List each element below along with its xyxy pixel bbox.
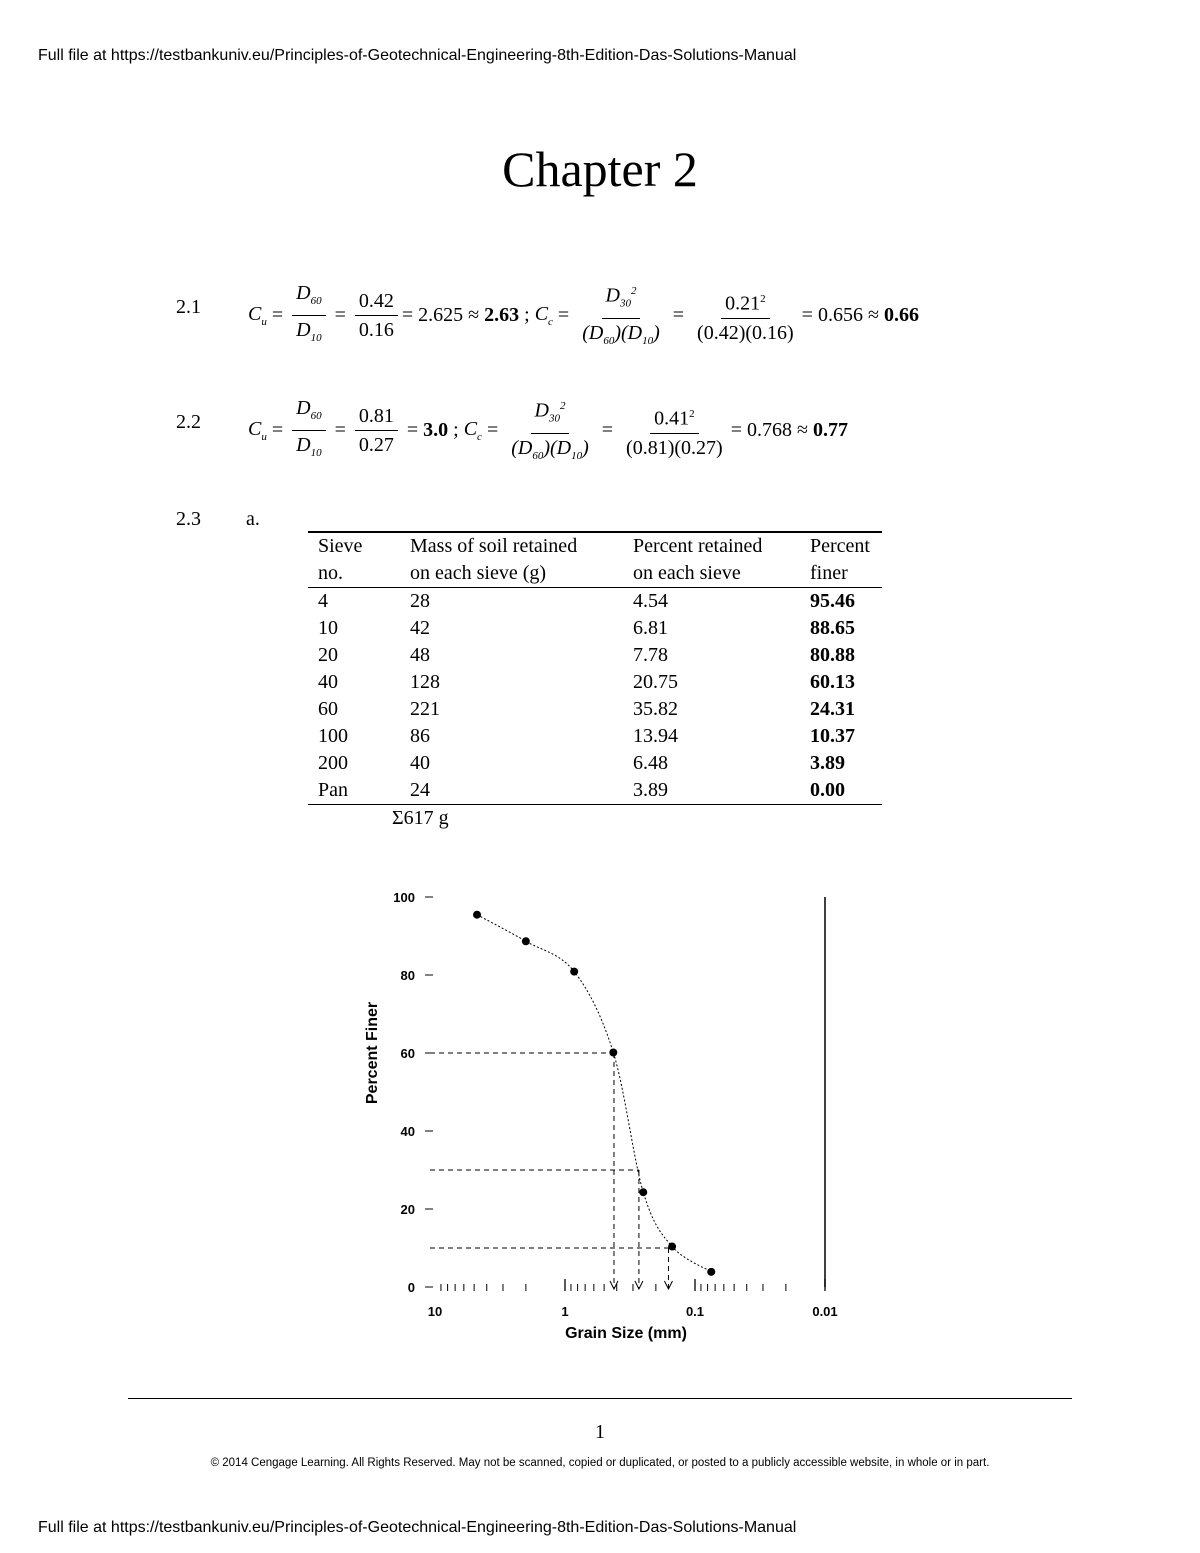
- header-download-link[interactable]: Full file at https://testbankuniv.eu/Principles-of-Geotechnical-Engineering-8th-Edition-Das-Solutions-Manual: [38, 47, 797, 64]
- y-tick-label: 20: [400, 1202, 415, 1217]
- table-row: 100 86 13.94 10.37: [318, 725, 855, 747]
- y-tick-label: 100: [393, 890, 415, 905]
- cu-result: 2.63: [484, 304, 520, 327]
- data-point: [522, 937, 530, 945]
- col-header-sieve: Sieve no.: [318, 535, 363, 584]
- y-tick-label: 40: [400, 1124, 415, 1139]
- cu-numerator: 0.42: [355, 290, 398, 316]
- chapter-title: Chapter 2: [502, 141, 698, 197]
- sieve-analysis-table: [308, 531, 882, 805]
- col-header-retained: Percent retained on each sieve: [633, 535, 763, 584]
- problem-2-1-equation: $C_u$ = $\frac{D_{60}}{D_{10}}$ = $\frac{0.42}{0.16}$ = 2.625 ≈ 2.63 ; $C_c$ = $\frac{D_{30}^2}{(D_{60})(D_{10})}$ = $\frac{0.21^2}{(0.42)(0.16)}$ = 0.656 ≈ 0.66: [248, 280, 919, 352]
- x-tick-label: 0.01: [812, 1304, 838, 1319]
- col-header-finer: Percent finer: [810, 535, 870, 584]
- table-row: Pan 24 3.89 0.00: [308, 777, 882, 805]
- mass-total: Σ617 g: [392, 807, 449, 829]
- cu-symbol: $C_u$: [248, 303, 267, 329]
- problem-2-3-label: 2.3: [176, 508, 201, 530]
- cu-denominator: 0.16: [358, 319, 394, 342]
- data-point: [668, 1243, 676, 1251]
- x-tick-label: 1: [561, 1304, 569, 1319]
- problem-2-3-part: a.: [246, 508, 260, 530]
- chart-xlabel: Grain Size (mm): [565, 1325, 687, 1342]
- chart-ylabel: Percent Finer: [364, 1001, 381, 1105]
- gradation-curve: [477, 915, 711, 1272]
- problem-2-2-label: 2.2: [176, 411, 201, 433]
- y-tick-label: 0: [407, 1280, 415, 1295]
- copyright-notice: © 2014 Cengage Learning. All Rights Reserved. May not be scanned, copied or duplicated, or posted to a publicly accessible website, in whole or in part.: [210, 1457, 990, 1469]
- cc-result: 0.66: [883, 304, 919, 327]
- cu-result-2-2: 3.0: [423, 419, 449, 442]
- table-row: 60 221 35.82 24.31: [318, 698, 855, 720]
- col-header-mass: Mass of soil retained on each sieve (g): [410, 535, 578, 584]
- y-tick-label: 60: [400, 1046, 415, 1061]
- table-row: 10 42 6.81 88.65: [318, 617, 855, 639]
- problem-2-2-equation: $C_u$ = $\frac{D_{60}}{D_{10}}$ = $\frac{0.81}{0.27}$ = 3.0 ; $C_c$ = $\frac{D_{30}^2}{(D_{60})(D_{10})}$ = $\frac{0.41^2}{(0.81)(0.27)}$ = 0.768 ≈ 0.77: [248, 395, 848, 467]
- table-row: 40 128 20.75 60.13: [318, 671, 855, 693]
- footer-divider: [128, 1398, 1072, 1399]
- data-point: [639, 1188, 647, 1196]
- data-point: [609, 1048, 617, 1056]
- footer-download-link[interactable]: Full file at https://testbankuniv.eu/Principles-of-Geotechnical-Engineering-8th-Edition-Das-Solutions-Manual: [38, 1519, 797, 1536]
- table-row: 200 40 6.48 3.89: [318, 752, 845, 774]
- cc-result-2-2: 0.77: [812, 419, 848, 442]
- grain-size-chart: [340, 870, 860, 1360]
- x-tick-label: 0.1: [685, 1304, 705, 1319]
- data-point: [570, 968, 578, 976]
- x-tick-label: 10: [427, 1304, 443, 1319]
- table-row: 4 28 4.54 95.46: [318, 590, 855, 612]
- table-row: 20 48 7.78 80.88: [318, 644, 855, 666]
- problem-2-1-label: 2.1: [176, 296, 201, 318]
- page-number: 1: [595, 1421, 605, 1443]
- data-point: [473, 911, 481, 919]
- data-point: [707, 1268, 715, 1276]
- y-tick-label: 80: [400, 968, 415, 983]
